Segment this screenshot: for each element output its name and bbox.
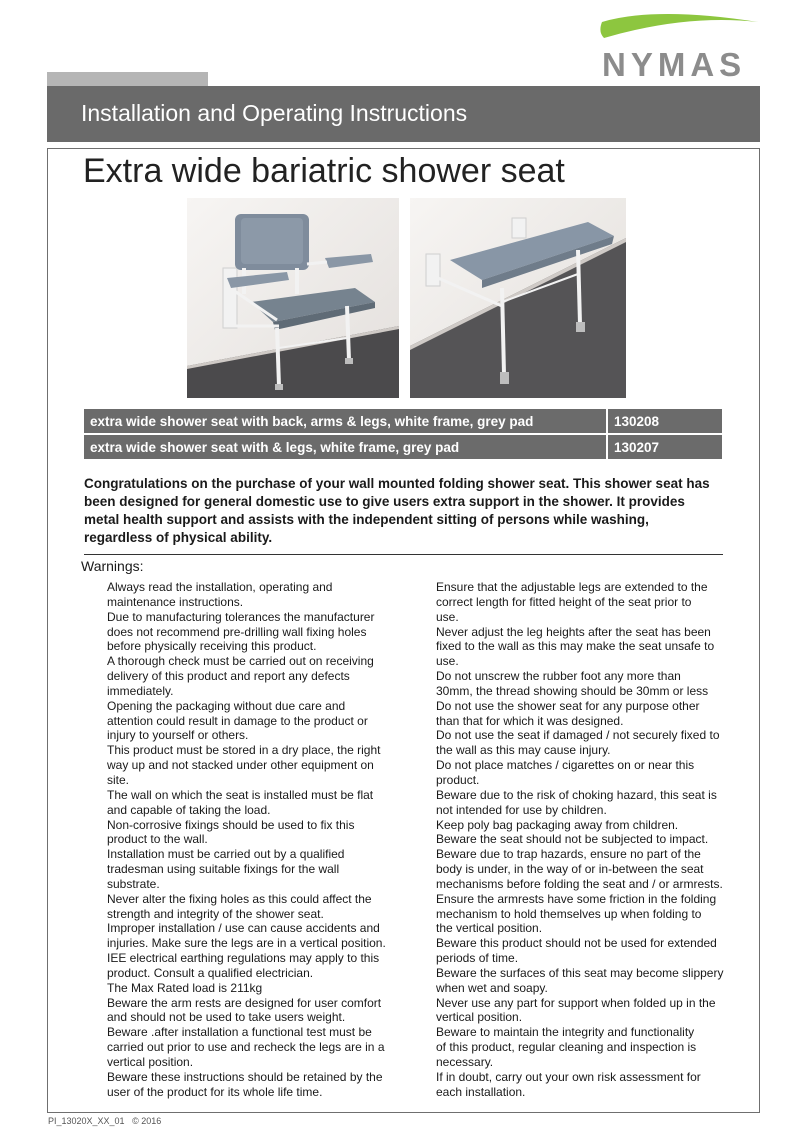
warning-line: Ensure that the adjustable legs are extended to the: [436, 580, 708, 594]
warning-line: mechanisms before folding the seat and / or armrests.: [436, 876, 723, 891]
document-code: PI_13020X_XX_01: [48, 1116, 125, 1126]
warning-line: the vertical position.: [436, 921, 543, 936]
warning-line: the wall as this may cause injury.: [436, 743, 611, 758]
warning-line: Opening the packaging without due care and: [107, 698, 346, 713]
section-divider: [84, 554, 723, 555]
warning-line: A thorough check must be carried out on receiving: [107, 654, 374, 669]
intro-paragraph: Congratulations on the purchase of your wall mounted folding shower seat. This shower seat has been designed for general domestic use to give users extra support in the shower. It provides metal health support and assists with the independent sitting of persons while washing, regardless of physical ability.: [84, 476, 710, 545]
warning-line: Beware the arm rests are designed for user comfort: [107, 995, 382, 1010]
warning-line: product.: [436, 772, 480, 787]
warning-line: use.: [436, 609, 459, 624]
warning-line: when wet and soapy.: [436, 980, 548, 995]
warning-line: Never use any part for support when folded up in the: [436, 995, 716, 1010]
product-description: extra wide shower seat with back, arms & legs, white frame, grey pad: [84, 409, 606, 433]
footer: [48, 1116, 161, 1126]
warning-line: injuries. Make sure the legs are in a vertical position.: [107, 936, 386, 951]
warning-line: Never adjust the leg heights after the seat has been: [436, 624, 711, 639]
warning-line: substrate.: [107, 876, 160, 891]
warning-line: correct length for fitted height of the seat prior to: [436, 594, 692, 609]
warning-line: does not recommend pre-drilling wall fixing holes: [107, 624, 367, 639]
warning-line: Non-corrosive fixings should be used to fix this: [107, 817, 355, 832]
warning-line: Do not place matches / cigarettes on or near this: [436, 758, 695, 773]
product-description: extra wide shower seat with & legs, white frame, grey pad: [84, 435, 606, 459]
table-row: [84, 409, 722, 433]
warning-line: of this product, regular cleaning and inspection is: [436, 1040, 697, 1055]
warning-line: Beware due to the risk of choking hazard, this seat is: [436, 787, 717, 802]
warning-line: Never alter the fixing holes as this could affect the: [107, 891, 372, 906]
product-code: 130207: [606, 435, 722, 459]
table-row: [84, 435, 722, 459]
warning-line: Improper installation / use can cause accidents and: [107, 921, 380, 936]
warning-line: not intended for use by children.: [436, 802, 607, 817]
warnings-left-column: [107, 580, 397, 1100]
warning-line: tradesman using suitable fixings for the wall: [107, 862, 340, 877]
product-table: [84, 407, 722, 461]
warning-line: injury to yourself or others.: [107, 728, 249, 743]
warning-line: attention could result in damage to the product or: [107, 713, 368, 728]
warning-line: site.: [107, 772, 130, 787]
warning-line: Beware to maintain the integrity and functionality: [436, 1025, 695, 1040]
warning-line: each installation.: [436, 1084, 526, 1099]
warning-line: mechanism to hold themselves up when folding to: [436, 906, 702, 921]
warning-line: product. Consult a qualified electrician.: [107, 965, 314, 980]
warning-line: Keep poly bag packaging away from children.: [436, 817, 679, 832]
warning-line: Beware due to trap hazards, ensure no part of the: [436, 847, 701, 862]
warning-line: vertical position.: [107, 1055, 194, 1069]
warning-line: The Max Rated load is 211kg: [107, 980, 263, 995]
warning-line: body is under, in the way of or in-between the seat: [436, 862, 704, 877]
warnings-heading: Warnings:: [81, 558, 144, 574]
warning-line: Always read the installation, operating and: [107, 580, 333, 594]
warning-line: way up and not stacked under other equipment on: [107, 758, 374, 773]
warning-line: periods of time.: [436, 951, 519, 966]
logo-swoosh-icon: [596, 8, 766, 48]
warning-line: Beware these instructions should be retained by the: [107, 1069, 383, 1084]
warning-line: strength and integrity of the shower seat.: [107, 906, 324, 921]
warning-line: Beware .after installation a functional test must be: [107, 1025, 372, 1040]
warning-line: If in doubt, carry out your own risk assessment for: [436, 1069, 701, 1084]
warning-line: and should not be used to take users weight.: [107, 1010, 346, 1025]
product-code: 130208: [606, 409, 722, 433]
warning-line: user of the product for its whole life time.: [107, 1084, 323, 1099]
header-tab-strip: [47, 72, 208, 86]
warning-line: IEE electrical earthing regulations may apply to this: [107, 951, 380, 966]
warning-line: Do not use the shower seat for any purpose other: [436, 698, 700, 713]
warning-line: The wall on which the seat is installed must be flat: [107, 787, 374, 802]
warning-line: product to the wall.: [107, 832, 208, 847]
warning-line: vertical position.: [436, 1010, 523, 1025]
warning-line: than that for which it was designed.: [436, 713, 624, 728]
warning-line: Installation must be carried out by a qualified: [107, 847, 345, 862]
warning-line: necessary.: [436, 1055, 494, 1069]
warning-line: fixed to the wall as this may make the seat unsafe to: [436, 639, 715, 654]
warning-line: immediately.: [107, 683, 174, 698]
header-bar: [47, 86, 760, 142]
warning-line: Due to manufacturing tolerances the manufacturer: [107, 609, 375, 624]
warning-line: carried out prior to use and recheck the legs are in a: [107, 1040, 385, 1055]
header-title: Installation and Operating Instructions: [81, 100, 468, 126]
warning-line: Beware the seat should not be subjected to impact.: [436, 832, 709, 847]
warnings-right-column: [436, 580, 730, 1100]
warning-line: Beware this product should not be used for extended: [436, 936, 717, 951]
warning-line: 30mm, the thread showing should be 30mm or less: [436, 683, 709, 698]
shower-seat-with-legs-photo: [410, 198, 626, 398]
warning-line: Ensure the armrests have some friction in the folding: [436, 891, 717, 906]
shower-seat-with-back-and-arms-photo: [187, 198, 399, 398]
warning-line: use.: [436, 654, 459, 669]
warning-line: maintenance instructions.: [107, 594, 244, 609]
page-title: Extra wide bariatric shower seat: [83, 152, 565, 190]
nymas-logo: [596, 8, 766, 83]
warning-line: Do not use the seat if damaged / not securely fixed to: [436, 728, 720, 743]
warning-line: This product must be stored in a dry place, the right: [107, 743, 381, 758]
warning-line: before physically receiving this product.: [107, 639, 317, 654]
warning-line: delivery of this product and report any defects: [107, 669, 350, 684]
warning-line: Do not unscrew the rubber foot any more than: [436, 669, 681, 684]
brand-name: NYMAS: [602, 46, 747, 83]
copyright: © 2016: [132, 1116, 162, 1126]
warning-line: and capable of taking the load.: [107, 802, 271, 817]
warning-line: Beware the surfaces of this seat may become slippery: [436, 965, 724, 980]
